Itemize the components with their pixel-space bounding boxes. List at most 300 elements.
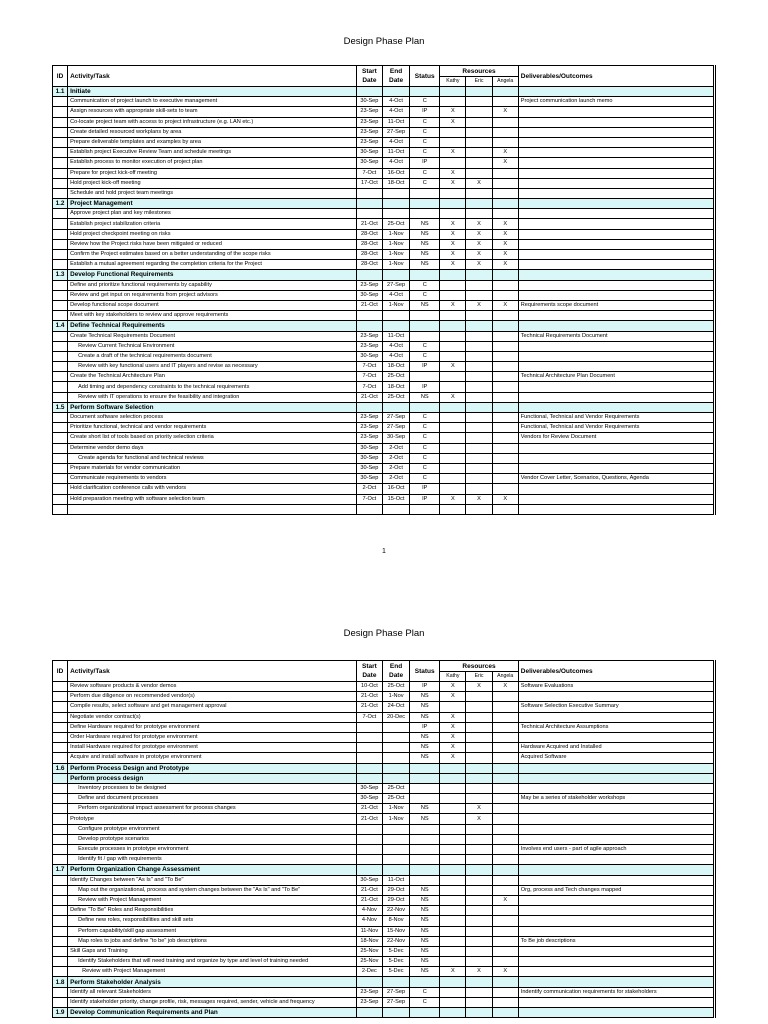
- start-date-cell: 21-Oct: [356, 814, 382, 824]
- task-cell: Define Hardware required for prototype environment: [68, 722, 357, 732]
- status-cell: C: [410, 433, 440, 443]
- end-date-cell: 27-Sep: [382, 413, 409, 423]
- eric-cell: [466, 463, 492, 473]
- row-id: [53, 855, 68, 865]
- deliverable-cell: [518, 504, 714, 514]
- start-date-cell: 30-Sep: [356, 875, 382, 885]
- row-id: [53, 916, 68, 926]
- kathy-cell: X: [440, 300, 466, 310]
- table-row: [53, 148, 715, 158]
- row-id: [53, 443, 68, 453]
- section-title: Perform Stakeholder Analysis: [68, 977, 357, 987]
- table-row: [53, 158, 715, 168]
- eric-cell: [466, 936, 492, 946]
- empty-cell: [382, 321, 409, 331]
- angela-cell: [492, 311, 518, 321]
- start-date-cell: [356, 834, 382, 844]
- empty-cell: [382, 977, 409, 987]
- row-id: [53, 107, 68, 117]
- section-id: 1.7: [53, 865, 68, 875]
- eric-cell: [466, 351, 492, 361]
- eric-cell: [466, 474, 492, 484]
- col-end: End Date: [382, 66, 409, 87]
- row-id: [53, 885, 68, 895]
- end-date-cell: 8-Nov: [382, 916, 409, 926]
- start-date-cell: 23-Sep: [356, 331, 382, 341]
- kathy-cell: [440, 814, 466, 824]
- status-cell: C: [410, 453, 440, 463]
- start-date-cell: 21-Oct: [356, 885, 382, 895]
- row-id: [53, 423, 68, 433]
- empty-cell: [410, 1008, 440, 1018]
- start-date-cell: 4-Nov: [356, 906, 382, 916]
- deliverable-cell: [518, 260, 714, 270]
- section-id: 1.4: [53, 321, 68, 331]
- eric-cell: [466, 341, 492, 351]
- empty-cell: [410, 321, 440, 331]
- end-date-cell: 5-Dec: [382, 967, 409, 977]
- status-cell: NS: [410, 300, 440, 310]
- empty-cell: [492, 87, 518, 97]
- eric-cell: [466, 885, 492, 895]
- kathy-cell: [440, 855, 466, 865]
- status-cell: C: [410, 127, 440, 137]
- row-id: [53, 783, 68, 793]
- table-row: [53, 845, 715, 855]
- deliverable-cell: [518, 239, 714, 249]
- end-date-cell: 4-Oct: [382, 158, 409, 168]
- task-cell: Establish process to monitor execution of project plan: [68, 158, 357, 168]
- angela-cell: [492, 382, 518, 392]
- row-id: [53, 794, 68, 804]
- angela-cell: [492, 463, 518, 473]
- end-date-cell: 2-Oct: [382, 443, 409, 453]
- section-title: Initiate: [68, 87, 357, 97]
- table-row: [53, 743, 715, 753]
- angela-cell: [492, 423, 518, 433]
- start-date-cell: 23-Sep: [356, 433, 382, 443]
- kathy-cell: [440, 875, 466, 885]
- empty-cell: [440, 270, 466, 280]
- task-cell: Inventory processes to be designed: [68, 783, 357, 793]
- start-date-cell: 30-Sep: [356, 290, 382, 300]
- deliverable-cell: Project communication launch memo: [518, 97, 714, 107]
- task-cell: Review with key functional users and IT players and revise as necessary: [68, 362, 357, 372]
- eric-cell: [466, 168, 492, 178]
- angela-cell: [492, 372, 518, 382]
- status-cell: IP: [410, 494, 440, 504]
- eric-cell: [466, 137, 492, 147]
- end-date-cell: [382, 732, 409, 742]
- deliverable-cell: [518, 895, 714, 905]
- row-id: [53, 895, 68, 905]
- row-id: [53, 936, 68, 946]
- task-cell: Hold clarification conference calls with vendors: [68, 484, 357, 494]
- start-date-cell: [356, 209, 382, 219]
- task-cell: Define and prioritize functional requirements by capability: [68, 280, 357, 290]
- col-kathy: Kathy: [440, 77, 466, 87]
- row-id: [53, 188, 68, 198]
- empty-cell: [440, 865, 466, 875]
- row-id: [53, 997, 68, 1007]
- empty-cell: [440, 321, 466, 331]
- row-id: [53, 117, 68, 127]
- end-date-cell: 22-Nov: [382, 936, 409, 946]
- kathy-cell: [440, 382, 466, 392]
- status-cell: C: [410, 413, 440, 423]
- end-date-cell: 25-Oct: [382, 682, 409, 692]
- kathy-cell: [440, 463, 466, 473]
- eric-cell: X: [466, 219, 492, 229]
- angela-cell: [492, 362, 518, 372]
- deliverable-cell: Functional, Technical and Vendor Requirements: [518, 423, 714, 433]
- table-row: [53, 443, 715, 453]
- table-row: [53, 814, 715, 824]
- task-cell: Hold project kick-off meeting: [68, 178, 357, 188]
- table-row: [53, 290, 715, 300]
- angela-cell: X: [492, 158, 518, 168]
- kathy-cell: [440, 783, 466, 793]
- angela-cell: X: [492, 219, 518, 229]
- empty-cell: [466, 865, 492, 875]
- start-date-cell: 23-Sep: [356, 127, 382, 137]
- eric-cell: [466, 280, 492, 290]
- task-cell: Review Current Technical Environment: [68, 341, 357, 351]
- task-cell: Prepare deliverable templates and examples by area: [68, 137, 357, 147]
- eric-cell: X: [466, 804, 492, 814]
- section-row: [53, 1008, 715, 1018]
- col-start: Start Date: [356, 661, 382, 682]
- table-row: [53, 936, 715, 946]
- row-id: [53, 474, 68, 484]
- deliverable-cell: Technical Architecture Plan Document: [518, 372, 714, 382]
- table-row: [53, 280, 715, 290]
- deliverable-cell: Org, process and Tech changes mapped: [518, 885, 714, 895]
- eric-cell: X: [466, 260, 492, 270]
- col-angela: Angela: [492, 77, 518, 87]
- angela-cell: [492, 413, 518, 423]
- section-row: [53, 773, 715, 783]
- eric-cell: [466, 824, 492, 834]
- status-cell: IP: [410, 107, 440, 117]
- table-row: [53, 168, 715, 178]
- eric-cell: [466, 916, 492, 926]
- status-cell: [410, 794, 440, 804]
- kathy-cell: X: [440, 967, 466, 977]
- row-id: [53, 753, 68, 763]
- end-date-cell: 16-Oct: [382, 168, 409, 178]
- end-date-cell: 18-Oct: [382, 382, 409, 392]
- section-id: 1.3: [53, 270, 68, 280]
- start-date-cell: 21-Oct: [356, 300, 382, 310]
- deliverable-cell: [518, 824, 714, 834]
- row-id: [53, 967, 68, 977]
- kathy-cell: X: [440, 107, 466, 117]
- angela-cell: X: [492, 260, 518, 270]
- table-header-2: [53, 661, 715, 682]
- task-cell: Prioritize functional, technical and vendor requirements: [68, 423, 357, 433]
- status-cell: [410, 331, 440, 341]
- task-cell: Prepare materials for vendor communication: [68, 463, 357, 473]
- deliverable-cell: [518, 997, 714, 1007]
- deliverable-cell: [518, 814, 714, 824]
- status-cell: NS: [410, 219, 440, 229]
- task-cell: Create short list of tools based on priority selection criteria: [68, 433, 357, 443]
- status-cell: [410, 824, 440, 834]
- eric-cell: [466, 712, 492, 722]
- deliverable-cell: Requirements scope document: [518, 300, 714, 310]
- empty-cell: [382, 402, 409, 412]
- table-row: [53, 423, 715, 433]
- eric-cell: [466, 209, 492, 219]
- end-date-cell: 24-Oct: [382, 702, 409, 712]
- deliverable-cell: [518, 382, 714, 392]
- deliverable-cell: [518, 484, 714, 494]
- table-row: [53, 702, 715, 712]
- task-cell: Communicate requirements to vendors: [68, 474, 357, 484]
- start-date-cell: [356, 188, 382, 198]
- task-cell: Co-locate project team with access to project infrastructure (e.g. LAN etc.): [68, 117, 357, 127]
- col-end: End Date: [382, 661, 409, 682]
- kathy-cell: [440, 331, 466, 341]
- empty-cell: [440, 977, 466, 987]
- plan-table-page-1: [52, 65, 716, 515]
- kathy-cell: X: [440, 219, 466, 229]
- status-cell: NS: [410, 916, 440, 926]
- row-id: [53, 158, 68, 168]
- eric-cell: [466, 702, 492, 712]
- angela-cell: [492, 504, 518, 514]
- deliverable-cell: [518, 804, 714, 814]
- task-cell: Negotiate vendor contract(s): [68, 712, 357, 722]
- table-row: [53, 794, 715, 804]
- empty-cell: [410, 977, 440, 987]
- empty-cell: [518, 321, 714, 331]
- deliverable-cell: [518, 229, 714, 239]
- empty-cell: [440, 87, 466, 97]
- empty-cell: [518, 199, 714, 209]
- kathy-cell: X: [440, 148, 466, 158]
- deliverable-cell: [518, 732, 714, 742]
- table-row: [53, 692, 715, 702]
- row-id: [53, 137, 68, 147]
- status-cell: [410, 188, 440, 198]
- start-date-cell: 23-Sep: [356, 987, 382, 997]
- angela-cell: [492, 692, 518, 702]
- end-date-cell: 1-Nov: [382, 239, 409, 249]
- empty-cell: [356, 763, 382, 773]
- end-date-cell: 4-Oct: [382, 97, 409, 107]
- section-id: 1.5: [53, 402, 68, 412]
- end-date-cell: 25-Oct: [382, 794, 409, 804]
- status-cell: NS: [410, 753, 440, 763]
- eric-cell: [466, 855, 492, 865]
- deliverable-cell: [518, 834, 714, 844]
- task-cell: Identify all relevant Stakeholders: [68, 987, 357, 997]
- table-row: [53, 97, 715, 107]
- table-row: [53, 117, 715, 127]
- empty-cell: [440, 773, 466, 783]
- task-cell: Skill Gaps and Training: [68, 946, 357, 956]
- kathy-cell: X: [440, 753, 466, 763]
- end-date-cell: 18-Oct: [382, 178, 409, 188]
- end-date-cell: [382, 743, 409, 753]
- eric-cell: [466, 290, 492, 300]
- kathy-cell: X: [440, 260, 466, 270]
- table-header: [53, 66, 715, 87]
- status-cell: NS: [410, 250, 440, 260]
- eric-cell: [466, 895, 492, 905]
- empty-cell: [356, 87, 382, 97]
- status-cell: C: [410, 178, 440, 188]
- table-row: [53, 413, 715, 423]
- empty-cell: [466, 977, 492, 987]
- eric-cell: [466, 926, 492, 936]
- section-title: Develop Communication Requirements and Plan: [68, 1008, 357, 1018]
- row-id: [53, 494, 68, 504]
- kathy-cell: [440, 702, 466, 712]
- section-row: [53, 402, 715, 412]
- col-deliverables: Deliverables/Outcomes: [518, 66, 714, 87]
- row-id: [53, 351, 68, 361]
- status-cell: C: [410, 168, 440, 178]
- deliverable-cell: To Be job descriptions: [518, 936, 714, 946]
- eric-cell: [466, 504, 492, 514]
- empty-cell: [410, 402, 440, 412]
- task-cell: Define "To Be" Roles and Responsibilities: [68, 906, 357, 916]
- row-id: [53, 804, 68, 814]
- deliverable-cell: [518, 117, 714, 127]
- task-cell: Add timing and dependency constraints to the technical requirements: [68, 382, 357, 392]
- deliverable-cell: [518, 250, 714, 260]
- status-cell: [410, 311, 440, 321]
- eric-cell: [466, 743, 492, 753]
- start-date-cell: 23-Sep: [356, 107, 382, 117]
- angela-cell: [492, 351, 518, 361]
- empty-cell: [466, 270, 492, 280]
- row-id: [53, 392, 68, 402]
- table-row: [53, 946, 715, 956]
- empty-cell: [440, 1008, 466, 1018]
- status-cell: NS: [410, 743, 440, 753]
- col-activity: Activity/Task: [68, 66, 357, 87]
- start-date-cell: 7-Oct: [356, 494, 382, 504]
- row-id: [53, 250, 68, 260]
- status-cell: NS: [410, 732, 440, 742]
- start-date-cell: 23-Sep: [356, 997, 382, 1007]
- angela-cell: [492, 178, 518, 188]
- deliverable-cell: Functional, Technical and Vendor Requirements: [518, 413, 714, 423]
- section-id: 1.2: [53, 199, 68, 209]
- angela-cell: [492, 753, 518, 763]
- angela-cell: X: [492, 250, 518, 260]
- empty-cell: [382, 270, 409, 280]
- start-date-cell: [356, 504, 382, 514]
- angela-cell: [492, 722, 518, 732]
- col-id: ID: [53, 661, 68, 682]
- end-date-cell: 27-Sep: [382, 423, 409, 433]
- start-date-cell: 2-Dec: [356, 967, 382, 977]
- col-deliverables: Deliverables/Outcomes: [518, 661, 714, 682]
- task-cell: Develop prototype scenarios: [68, 834, 357, 844]
- table-row: [53, 188, 715, 198]
- kathy-cell: [440, 443, 466, 453]
- eric-cell: X: [466, 229, 492, 239]
- row-id: [53, 382, 68, 392]
- task-cell: Document software selection process: [68, 413, 357, 423]
- section-row: [53, 321, 715, 331]
- status-cell: NS: [410, 239, 440, 249]
- start-date-cell: 21-Oct: [356, 895, 382, 905]
- kathy-cell: [440, 916, 466, 926]
- task-cell: Map roles to jobs and define "to be" job descriptions: [68, 936, 357, 946]
- eric-cell: [466, 158, 492, 168]
- start-date-cell: 17-Oct: [356, 178, 382, 188]
- empty-cell: [356, 977, 382, 987]
- kathy-cell: X: [440, 722, 466, 732]
- kathy-cell: X: [440, 682, 466, 692]
- end-date-cell: [382, 753, 409, 763]
- task-cell: Map out the organizational, process and system changes between the "As Is" and "To Be": [68, 885, 357, 895]
- page-number: 1: [382, 548, 386, 555]
- empty-cell: [492, 199, 518, 209]
- task-cell: Review and get input on requirements from project advisors: [68, 290, 357, 300]
- empty-cell: [410, 199, 440, 209]
- status-cell: C: [410, 341, 440, 351]
- start-date-cell: 23-Sep: [356, 413, 382, 423]
- empty-cell: [492, 773, 518, 783]
- angela-cell: [492, 824, 518, 834]
- angela-cell: X: [492, 300, 518, 310]
- task-cell: Develop functional scope document: [68, 300, 357, 310]
- row-id: [53, 433, 68, 443]
- col-activity: Activity/Task: [68, 661, 357, 682]
- start-date-cell: 23-Sep: [356, 280, 382, 290]
- angela-cell: [492, 885, 518, 895]
- kathy-cell: [440, 423, 466, 433]
- deliverable-cell: [518, 168, 714, 178]
- row-id: [53, 453, 68, 463]
- table-row: [53, 885, 715, 895]
- empty-cell: [410, 270, 440, 280]
- row-id: [53, 504, 68, 514]
- empty-cell: [440, 199, 466, 209]
- kathy-cell: X: [440, 494, 466, 504]
- status-cell: NS: [410, 260, 440, 270]
- end-date-cell: [382, 209, 409, 219]
- table-row: [53, 987, 715, 997]
- section-row: [53, 87, 715, 97]
- row-id: [53, 372, 68, 382]
- table-row: [53, 300, 715, 310]
- section-title: Perform Software Selection: [68, 402, 357, 412]
- status-cell: IP: [410, 362, 440, 372]
- end-date-cell: [382, 722, 409, 732]
- deliverable-cell: Involves end users - part of agile approach: [518, 845, 714, 855]
- col-id: ID: [53, 66, 68, 87]
- angela-cell: X: [492, 682, 518, 692]
- col-eric: Eric: [466, 672, 492, 682]
- start-date-cell: 28-Oct: [356, 260, 382, 270]
- kathy-cell: X: [440, 743, 466, 753]
- start-date-cell: [356, 722, 382, 732]
- start-date-cell: 21-Oct: [356, 219, 382, 229]
- task-cell: Approve project plan and key milestones: [68, 209, 357, 219]
- eric-cell: [466, 875, 492, 885]
- eric-cell: X: [466, 250, 492, 260]
- task-cell: Create detailed resourced workplans by area: [68, 127, 357, 137]
- row-id: [53, 209, 68, 219]
